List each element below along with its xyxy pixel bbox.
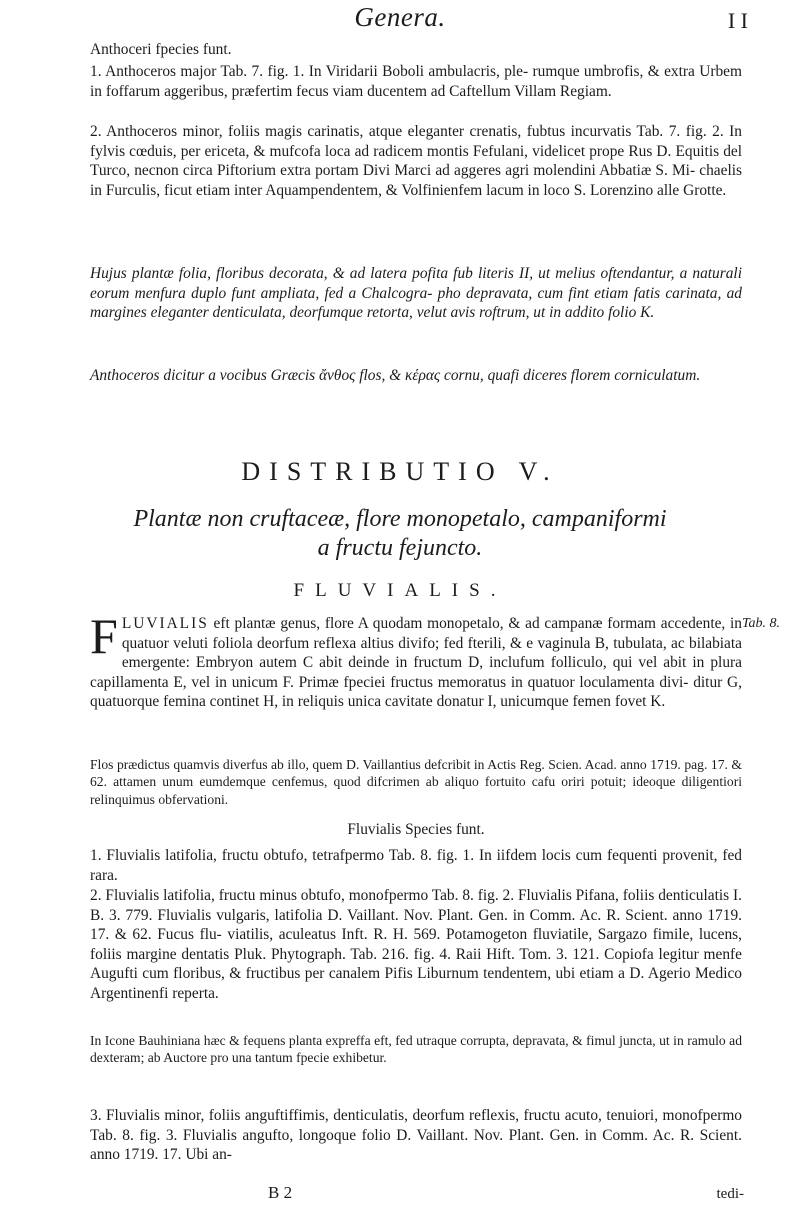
fluvialis-species-2: 2. Fluvialis latifolia, fructu minus obtufo, monofpermo Tab. 8. fig. 2. Fluvialis Pifana, foliis denticulatis I. B. 3. 779. Fluvialis vulgaris, latifolia D. Vaillant. Nov. Plant. Gen. in Comm. Ac. R. Scient. anno 1719. 17. & 62. Fucus flu- viatilis, aculeatus Inft. R. H. 569. Potamogeton fluviatile, Sargazo fimile, lucens, foliis margine dentatis Pluk. Phytograph. Tab. 216. fig. 4. Raii Hift. Tom. 3. 121. Copiofa legitur menfe Augufti cum floribus, & fructibus per canalem Pifis Liburnum tendentem, ubi etiam a D. Agerio Medico Argentinenfi reperta.: [90, 887, 742, 1002]
fluvialis-species-3: 3. Fluvialis minor, foliis anguftiffimis, denticulatis, deorfum reflexis, fructu acuto, tenuiori, monofpermo Tab. 8. fig. 3. Fluvialis angufto, longoque folio D. Vaillant. Nov. Plant. Gen. in Comm. Ac. R. Scient. anno 1719. 17. Ubi an-: [90, 1107, 742, 1164]
icon-note: In Icone Bauhiniana hæc & fequens planta expreffa eft, fed utraque corrupta, depravata, & fimul juncta, ut in ramulo ad dexteram; ab Auctore pro una tantum fpecie exhibetur.: [90, 1033, 742, 1066]
signature-mark: B 2: [268, 1183, 293, 1202]
margin-table-reference: Tab. 8.: [741, 616, 780, 631]
fluvialis-species-1: 1. Fluvialis latifolia, fructu obtufo, tetrafpermo Tab. 8. fig. 1. In iifdem locis cum fequenti provenit, fed rara.: [90, 847, 742, 884]
genus-name-lead: LUVIALIS: [121, 615, 209, 632]
anthoceri-species-1: 1. Anthoceros major Tab. 7. fig. 1. In Viridarii Boboli ambulacris, ple- rumque umbrofis, & extra Urbem in foffarum aggeribus, præfertim fecus viam ducentem ad Caftellum Villam Regiam.: [90, 63, 742, 100]
page-number: I I: [727, 8, 748, 33]
section-subtitle-line-2: a fructu fejuncto.: [317, 535, 483, 561]
drop-cap: F: [90, 608, 118, 664]
flower-note: Flos prædictus quamvis diverfus ab illo, quem D. Vaillantius defcribit in Actis Reg. Scien. Acad. anno 1719. pag. 17. & 62. attamen unum eumdemque cenfemus, quod difcrimen ab aliquo fortuito cafu oriri potuit; ideoque diligentiori relinquimus obfervationi.: [90, 757, 742, 807]
fluvialis-description-text: eft plantæ genus, flore A quodam monopetalo, & ad campanæ formam accedente, in quatuor veluti foliola deorfum reflexa altius divifo; fed fterili, & e vaginula B, tubulata, ac bilabiata emergente: Embryon autem C abit deinde in fructum D, inclufum folliculo, qui vel abit in plura capillamenta E, vel in unicum F. Primæ fpeciei fructus memoratus in quatuor loculamenta divi- ditur G, quatuorque femina continet H, in reliquis unica cavitate donatur I, unicumque femen fovet K.: [90, 615, 742, 711]
species-intro: Fluvialis Species funt.: [347, 821, 485, 838]
catchword: tedi-: [716, 1186, 744, 1202]
anthoceri-species-2: 2. Anthoceros minor, foliis magis carinatis, atque eleganter crenatis, fubtus incurvatis Tab. 7. fig. 2. In fylvis cœduis, per ericeta, & mufcofa loca ad radicem montis Fefulani, videlicet prope Rus D. Equitis del Turco, necnon circa Piftorium extra portam Divi Marci ad aggeres agri molendini Abbatiæ S. Mi- chaelis in Furculis, ficut etiam inter Aquampendentem, & Volfinienfem lacum in loco S. Lorenzino alle Grotte.: [90, 123, 742, 199]
anthoceri-etymology: Anthoceros dicitur a vocibus Græcis ἄνθος flos, & κέρας cornu, quafi diceres florem corniculatum.: [90, 367, 701, 384]
anthoceri-intro: Anthoceri fpecies funt.: [90, 41, 232, 58]
genus-heading: FLUVIALIS.: [293, 580, 507, 601]
anthoceri-description: Hujus plantæ folia, floribus decorata, & ad latera pofita fub literis II, ut melius oftendantur, a naturali eorum menfura duplo funt ampliata, fed a Chalcogra- pho depravata, cum fint etiam fatis carinata, ad margines eleganter denticulata, deorfumque retorta, velut avis roftrum, ut in addito folio K.: [90, 265, 742, 322]
fluvialis-description: [90, 608, 742, 712]
section-subtitle-line-1: Plantæ non cruftaceæ, flore monopetalo, campaniformi: [133, 506, 667, 532]
section-heading: DISTRIBUTIO V.: [241, 457, 559, 486]
running-title: Genera.: [354, 2, 446, 32]
